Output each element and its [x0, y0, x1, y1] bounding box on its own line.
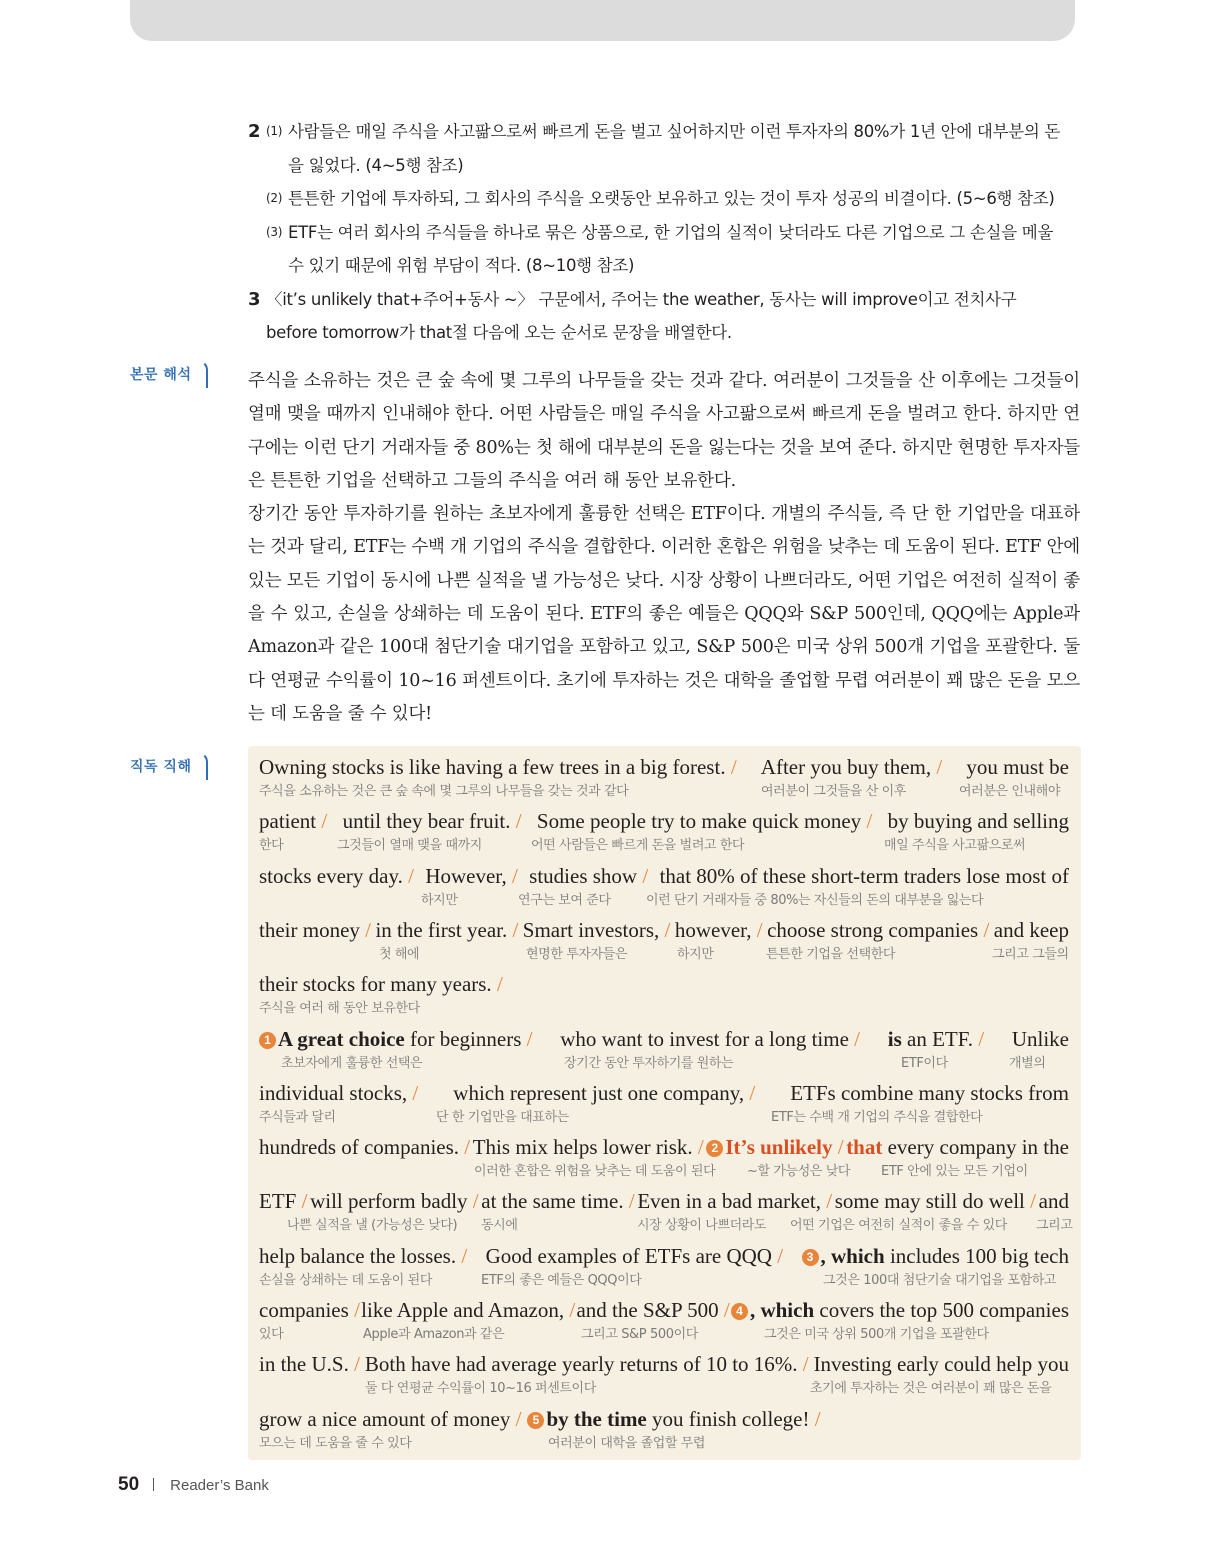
english-chunk	[731, 1298, 1069, 1323]
chunk-slash: /	[491, 972, 503, 997]
korean-gloss: 여러분은 인내해야	[959, 784, 1060, 799]
english-text: and keep	[993, 917, 1069, 942]
answer-number: 2	[248, 121, 261, 142]
grammar-highlight: by the time	[546, 1406, 647, 1431]
answer-text: 수 있기 때문에 위험 부담이 적다. (8~10행 참조)	[288, 256, 635, 275]
chunk-slash: /	[1024, 1189, 1036, 1214]
korean-gloss: 단 한 기업만을 대표하는	[436, 1109, 569, 1125]
english-chunk	[994, 918, 1069, 943]
english-text: that 80% of these short-term traders lose most of	[659, 863, 1069, 888]
item-mark: (3)	[266, 224, 283, 239]
english-text: you finish college!	[646, 1406, 810, 1431]
page-number: 50	[118, 1474, 140, 1495]
english-chunk	[966, 755, 1069, 780]
english-text: Good examples of ETFs are QQQ	[485, 1243, 772, 1268]
korean-gloss: Apple과 Amazon과 같은	[363, 1327, 505, 1342]
english-chunk	[259, 1407, 521, 1432]
answer-number: 3	[248, 288, 261, 310]
english-chunks	[259, 1244, 1069, 1269]
english-chunks	[259, 809, 1069, 834]
english-text: will perform badly	[310, 1189, 468, 1214]
english-chunks	[259, 1189, 1069, 1214]
english-chunk	[343, 809, 522, 834]
english-text: in the U.S.	[259, 1352, 349, 1377]
chunk-slash: /	[510, 809, 522, 834]
english-text: and the S&P 500	[576, 1298, 719, 1322]
grammar-highlight: is	[887, 1026, 902, 1051]
direct-reading-line	[259, 802, 1069, 856]
translation-text	[248, 365, 1080, 731]
english-text: Even in a bad market,	[637, 1189, 821, 1214]
english-chunk	[706, 1135, 843, 1160]
chunk-slash: /	[725, 755, 737, 779]
korean-gloss: 여러분이 대학을 졸업할 무렵	[548, 1435, 706, 1451]
answer-3	[248, 283, 1083, 350]
english-chunk	[259, 972, 503, 997]
chunk-slash: /	[348, 1298, 360, 1322]
korean-gloss: 장기간 동안 투자하기를 원하는	[564, 1055, 734, 1071]
direct-reading-label-text: 직독 직해	[130, 759, 192, 775]
english-chunk	[660, 864, 1069, 889]
english-chunk	[259, 1298, 360, 1323]
english-chunk	[365, 1352, 809, 1377]
grammar-highlight: , which	[820, 1243, 885, 1268]
english-text: choose strong companies	[767, 917, 979, 942]
english-text: an ETF.	[901, 1026, 973, 1051]
direct-reading-line	[259, 1237, 1069, 1291]
english-chunk	[259, 1244, 467, 1269]
korean-gloss: ETF의 좋은 예들은 QQQ이다	[481, 1272, 642, 1288]
circled-number-icon: 5	[527, 1412, 544, 1429]
english-chunk	[835, 1189, 1036, 1214]
chunk-slash: /	[637, 863, 649, 888]
english-text: which represent just one company,	[453, 1080, 745, 1105]
english-chunks	[259, 1352, 1069, 1377]
top-header-bar	[130, 0, 1075, 41]
english-chunk	[259, 1081, 418, 1106]
korean-gloss: 이런 단기 거래자들 중 80%는 자신들의 돈의 대부분을 잃는다	[646, 892, 984, 908]
english-chunk	[814, 1352, 1069, 1377]
english-chunk	[576, 1298, 729, 1323]
korean-gloss: 어떤 사람들은 빠르게 돈을 벌려고 한다	[531, 838, 745, 854]
answer-text: 〈it’s unlikely that+주어+동사 ~〉 구문에서, 주어는 the weather, 동사는 will improve이고 전치사구	[266, 289, 1017, 309]
item-mark: (1)	[266, 124, 283, 138]
chunk-slash: /	[507, 917, 519, 942]
english-chunk	[1039, 1189, 1069, 1214]
answer-text: 을 잃었다. (4~5행 참조)	[288, 155, 464, 175]
grammar-highlight: , which	[749, 1298, 815, 1322]
korean-gloss: 매일 주식을 사고팖으로써	[884, 838, 1026, 854]
english-text: studies show	[529, 863, 638, 888]
english-chunk	[259, 755, 737, 780]
korean-gloss: 이러한 혼합은 위험을 낮추는 데 도움이 된다	[474, 1164, 716, 1180]
english-text: who want to invest for a long time	[560, 1026, 849, 1051]
translation-paragraph-1: 주식을 소유하는 것은 큰 숲 속에 몇 그루의 나무들을 갖는 것과 같다. 여러분이 그것들을 산 이후에는 그것들이 열매 맺을 때까지 인내해야 한다. 어떤 사람들은 매일 주식을 사고팖으로써 빠르게 돈을 벌려고 한다. 하지만 연구에는 이런 단기 거래자들 중 80%는 첫 해에 대부분의 돈을 잃는다는 것을 보여 준다. 하지만 현명한 투자자들은 튼튼한 기업을 선택하고 그들의 주식을 여러 해 동안 보유한다.	[248, 371, 1080, 491]
english-text: however,	[674, 917, 752, 942]
korean-gloss: 연구는 보여 준다	[518, 892, 611, 908]
chunk-slash: /	[751, 917, 763, 942]
chunk-slash: /	[359, 917, 371, 942]
english-text: Investing early could help you	[813, 1352, 1069, 1377]
english-chunks	[259, 1298, 1069, 1323]
english-text: includes 100 big tech	[884, 1243, 1069, 1268]
chunk-slash: /	[809, 1406, 821, 1431]
korean-gloss: 주식을 여러 해 동안 보유한다	[259, 1001, 420, 1017]
korean-gloss: 여러분이 그것들을 산 이후	[761, 784, 906, 799]
english-text: hundreds of companies.	[259, 1135, 460, 1160]
page-footer	[118, 1474, 269, 1496]
english-chunks	[259, 972, 1069, 997]
chunk-slash: /	[459, 1135, 471, 1160]
korean-gloss: 개별의	[1009, 1055, 1046, 1071]
korean-gloss: ETF 안에 있는 모든 기업이	[881, 1164, 1028, 1180]
english-text: by buying and selling	[887, 809, 1069, 834]
english-chunk	[802, 1244, 1069, 1269]
english-chunk	[453, 1081, 755, 1106]
korean-gloss: 동시에	[481, 1218, 518, 1234]
english-text: grow a nice amount of money	[259, 1406, 511, 1431]
circled-number-icon: 3	[802, 1249, 819, 1266]
english-text: every company in the	[882, 1135, 1069, 1160]
circled-number-icon: 1	[259, 1032, 276, 1049]
direct-reading-line	[259, 1400, 1069, 1454]
korean-gloss: 현명한 투자자들은	[526, 946, 627, 962]
chunk-slash: /	[456, 1243, 468, 1268]
english-chunk	[888, 1027, 984, 1052]
english-text: and	[1038, 1189, 1069, 1214]
english-text: covers the top 500 companies	[814, 1298, 1069, 1322]
english-chunk	[259, 1135, 470, 1160]
korean-gloss: 둘 다 연평균 수익률이 10~16 퍼센트이다	[365, 1381, 596, 1397]
english-chunk	[473, 1135, 704, 1160]
korean-gloss: 주식을 소유하는 것은 큰 숲 속에 몇 그루의 나무들을 갖는 것과 같다	[259, 784, 629, 799]
english-text: their money	[259, 917, 360, 942]
english-chunk	[767, 918, 989, 943]
korean-gloss: 어떤 기업은 여전히 실적이 좋을 수 있다	[790, 1218, 1007, 1234]
chunk-slash: /	[402, 863, 414, 888]
korean-gloss: ~할 가능성은 낮다	[747, 1164, 851, 1180]
direct-reading-line	[259, 1291, 1069, 1345]
english-chunks	[259, 1081, 1069, 1106]
direct-reading-line	[259, 911, 1069, 965]
direct-reading-line	[259, 1128, 1069, 1182]
korean-gloss: 한다	[259, 838, 284, 854]
korean-gloss: 주식들과 달리	[259, 1109, 336, 1125]
chunk-slash: /	[821, 1189, 833, 1214]
korean-gloss: 하지만	[677, 946, 714, 962]
english-chunk	[259, 809, 327, 834]
english-text: at the same time.	[481, 1189, 624, 1214]
chunk-slash: /	[316, 809, 328, 834]
korean-gloss: 초기에 투자하는 것은 여러분이 꽤 많은 돈을	[810, 1381, 1052, 1397]
english-text: individual stocks,	[259, 1080, 408, 1105]
english-text: Both have had average yearly returns of 10 to 16%.	[364, 1352, 798, 1377]
english-text: Owning stocks is like having a few trees in a big forest.	[259, 755, 726, 779]
english-chunk	[529, 864, 648, 889]
english-text: until they bear fruit.	[342, 809, 511, 834]
direct-reading-line	[259, 1020, 1069, 1074]
english-chunks	[259, 918, 1069, 943]
english-chunk	[486, 1244, 783, 1269]
english-text: Unlike	[1011, 1026, 1069, 1051]
circled-number-icon: 4	[731, 1303, 748, 1320]
english-chunk	[537, 809, 872, 834]
direct-reading-label	[130, 752, 208, 780]
english-chunk	[888, 809, 1069, 834]
english-chunk	[527, 1407, 820, 1432]
chunk-slash: /	[348, 1352, 360, 1377]
english-text: some may still do well	[834, 1189, 1025, 1214]
english-text: After you buy them,	[760, 755, 932, 779]
english-chunk	[790, 1081, 1069, 1106]
chunk-slash: /	[407, 1080, 419, 1105]
chunk-slash: /	[797, 1352, 809, 1377]
answer-2	[248, 115, 1083, 283]
english-chunks	[259, 1135, 1069, 1160]
korean-gloss: 시장 상황이 나쁘더라도	[637, 1218, 767, 1234]
chunk-slash: /	[296, 1189, 308, 1214]
english-chunks	[259, 1027, 1069, 1052]
direct-reading-line	[259, 748, 1069, 802]
english-text: ETFs combine many stocks from	[790, 1080, 1069, 1105]
english-chunk	[259, 918, 371, 943]
direct-reading-line	[259, 1345, 1069, 1399]
chunk-slash: /	[848, 1026, 861, 1051]
chunk-slash: /	[861, 809, 873, 834]
chunk-slash: /	[692, 1135, 704, 1160]
korean-gloss: 하지만	[421, 892, 458, 908]
answer-text: ETF는 여러 회사의 주식들을 하나로 묶은 상품으로, 한 기업의 실적이 낮더라도 다른 기업으로 그 손실을 메울	[288, 222, 1054, 242]
english-chunk	[259, 864, 414, 889]
direct-reading-line	[259, 1074, 1069, 1128]
direct-reading-line	[259, 965, 1069, 1019]
chunk-slash: /	[467, 1189, 479, 1214]
english-chunk	[259, 1352, 360, 1377]
chunk-slash: /	[771, 1243, 784, 1268]
answer-section	[248, 115, 1083, 350]
english-text: stocks every day.	[259, 863, 403, 888]
english-text: their stocks for many years.	[259, 972, 492, 997]
english-chunk	[637, 1189, 832, 1214]
english-chunk	[361, 1298, 575, 1323]
korean-gloss: 그리고 S&P 500이다	[581, 1327, 698, 1342]
direct-reading-line	[259, 1182, 1073, 1236]
circled-number-icon: 2	[706, 1140, 723, 1157]
chunk-slash: /	[659, 917, 671, 942]
english-chunk	[560, 1027, 860, 1052]
english-chunk	[310, 1189, 479, 1214]
korean-gloss: 그것은 미국 상위 500개 기업을 포괄한다	[764, 1327, 989, 1342]
english-text: in the first year.	[375, 917, 508, 942]
chunk-slash: /	[978, 917, 990, 942]
english-chunk	[259, 1027, 532, 1052]
korean-gloss: 튼튼한 기업을 선택한다	[766, 946, 896, 962]
english-chunk	[259, 1189, 307, 1214]
chunk-slash: /	[718, 1298, 730, 1322]
english-text: companies	[259, 1298, 349, 1322]
english-text: for beginners	[404, 1026, 522, 1051]
korean-gloss: 첫 해에	[379, 946, 420, 962]
english-text: This mix helps lower risk.	[472, 1135, 693, 1160]
korean-gloss: ETF이다	[901, 1055, 948, 1071]
korean-gloss: 그리고	[1036, 1218, 1073, 1234]
english-text: patient	[259, 809, 317, 834]
english-chunks	[259, 1407, 1069, 1432]
english-chunk	[425, 864, 517, 889]
english-text: However,	[425, 863, 507, 888]
chunk-slash: /	[510, 1406, 522, 1431]
korean-gloss: 초보자에게 훌륭한 선택은	[281, 1055, 423, 1071]
korean-gloss: 모으는 데 도움을 줄 수 있다	[259, 1435, 412, 1451]
grammar-highlight: It’s unlikely	[725, 1135, 833, 1160]
english-chunk	[846, 1135, 1069, 1160]
english-text: like Apple and Amazon,	[361, 1298, 565, 1322]
answer-text: 튼튼한 기업에 투자하되, 그 회사의 주식을 오랫동안 보유하고 있는 것이 투자 성공의 비결이다. (5~6행 참조)	[288, 189, 1055, 208]
english-chunk	[523, 918, 671, 943]
footer-divider	[153, 1478, 154, 1491]
chunk-slash: /	[623, 1189, 635, 1214]
chunk-slash: /	[564, 1298, 576, 1322]
korean-gloss: 있다	[259, 1327, 284, 1342]
chunk-slash: /	[744, 1080, 756, 1105]
english-text: ETF	[259, 1189, 297, 1214]
english-chunk	[375, 918, 518, 943]
item-mark: (2)	[266, 191, 283, 205]
translation-label-text: 본문 해석	[130, 367, 192, 383]
book-title: Reader’s Bank	[170, 1477, 269, 1494]
english-chunk	[675, 918, 763, 943]
chunk-slash: /	[931, 755, 943, 779]
english-text: help balance the losses.	[259, 1243, 457, 1268]
english-text: Smart investors,	[522, 917, 660, 942]
chunk-slash: /	[506, 863, 518, 888]
korean-gloss: 그것은 100대 첨단기술 대기업을 포함하고	[823, 1272, 1057, 1288]
translation-label	[130, 360, 208, 388]
korean-gloss: 나쁜 실적을 낼 (가능성은 낮다)	[287, 1218, 458, 1234]
english-chunk	[1012, 1027, 1069, 1052]
chunk-slash: /	[832, 1135, 844, 1160]
translation-paragraph-2: 장기간 동안 투자하기를 원하는 초보자에게 훌륭한 선택은 ETF이다. 개별의 주식들, 즉 단 한 기업만을 대표하는 것과 달리, ETF는 수백 개 기업의 주식을 결합한다. 이러한 혼합은 위험을 낮추는 데 도움이 된다. ETF 안에 있는 모든 기업이 동시에 나쁜 실적을 낼 가능성은 낮다. 시장 상황이 나쁘더라도, 어떤 기업은 여전히 실적이 좋을 수 있고, 손실을 상쇄하는 데 도움이 된다. ETF의 좋은 예들은 QQQ와 S&P 500인데, QQQ에는 Apple과 Amazon과 같은 100대 첨단기술 대기업을 포함하고 있고, S&P 500은 미국 상위 500개 기업을 포괄한다. 둘 다 연평균 수익률이 10~16 퍼센트이다. 초기에 투자하는 것은 대학을 졸업할 무렵 여러분이 꽤 많은 돈을 모으는 데 도움을 줄 수 있다!	[248, 504, 1080, 724]
direct-reading-line	[259, 857, 1069, 911]
korean-gloss: 손실을 상쇄하는 데 도움이 된다	[259, 1272, 432, 1288]
english-chunks	[259, 864, 1069, 889]
grammar-highlight: that	[846, 1135, 883, 1160]
korean-gloss: ETF는 수백 개 기업의 주식을 결합한다	[771, 1109, 983, 1125]
english-text: you must be	[966, 755, 1069, 779]
english-chunk	[481, 1189, 634, 1214]
answer-text: 사람들은 매일 주식을 사고팖으로써 빠르게 돈을 벌고 싶어하지만 이런 투자자의 80%가 1년 안에 대부분의 돈	[288, 122, 1061, 141]
english-chunks	[259, 755, 1069, 780]
grammar-highlight: A great choice	[278, 1026, 405, 1051]
chunk-slash: /	[973, 1026, 985, 1051]
answer-text: before tomorrow가 that절 다음에 오는 순서로 문장을 배열한다.	[266, 323, 732, 342]
chunk-slash: /	[521, 1026, 533, 1051]
english-chunk	[761, 755, 942, 780]
english-text: Some people try to make quick money	[536, 809, 862, 834]
direct-reading-box	[248, 746, 1081, 1460]
korean-gloss: 그것들이 열매 맺을 때까지	[337, 838, 482, 854]
korean-gloss: 그리고 그들의	[992, 946, 1069, 962]
